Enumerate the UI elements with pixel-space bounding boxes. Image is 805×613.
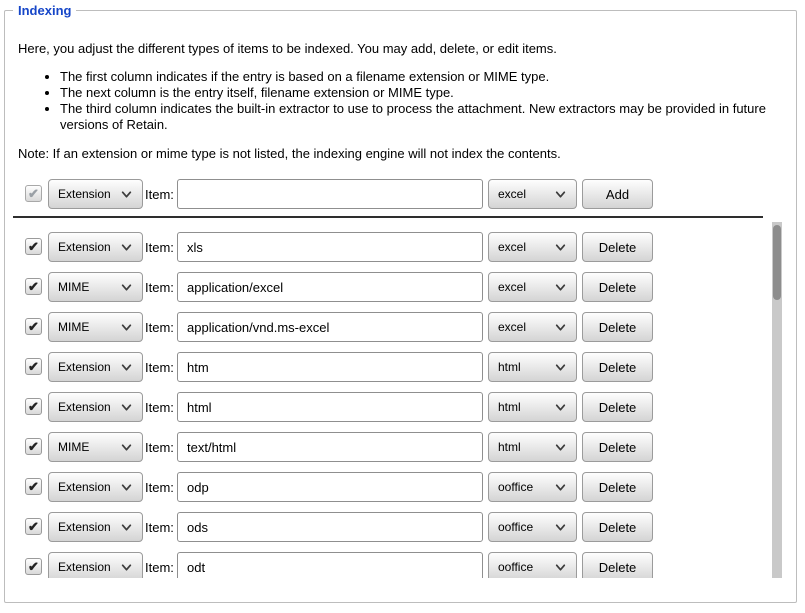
extractor-select[interactable] <box>488 312 577 342</box>
entry-type-value: MIME <box>58 280 90 294</box>
chevron-down-icon <box>554 361 567 374</box>
extractor-select[interactable] <box>488 179 577 209</box>
enabled-checkbox[interactable] <box>25 478 42 495</box>
enabled-checkbox[interactable] <box>25 358 42 375</box>
chevron-down-icon <box>554 188 567 201</box>
entry-type-select[interactable] <box>48 512 143 542</box>
checkmark-icon: ✔ <box>28 479 39 494</box>
item-label: Item: <box>145 319 174 335</box>
checkmark-icon: ✔ <box>28 559 39 574</box>
entry-type-value: Extension <box>58 240 111 254</box>
extractor-value: html <box>498 440 521 454</box>
chevron-down-icon <box>554 481 567 494</box>
delete-button[interactable]: Delete <box>582 472 653 502</box>
enabled-checkbox[interactable] <box>25 318 42 335</box>
entry-type-value: MIME <box>58 440 90 454</box>
entry-type-select[interactable] <box>48 352 143 382</box>
enabled-checkbox[interactable] <box>25 398 42 415</box>
chevron-down-icon <box>120 521 133 534</box>
enabled-checkbox[interactable] <box>25 438 42 455</box>
entry-type-select[interactable] <box>48 392 143 422</box>
entry-type-value: Extension <box>58 560 111 574</box>
index-entry-row <box>5 432 796 462</box>
extractor-select[interactable] <box>488 512 577 542</box>
index-entry-row <box>5 552 796 578</box>
item-input[interactable] <box>177 272 483 302</box>
item-input[interactable] <box>177 472 483 502</box>
enabled-checkbox[interactable] <box>25 518 42 535</box>
item-input[interactable] <box>177 392 483 422</box>
chevron-down-icon <box>120 321 133 334</box>
delete-button[interactable]: Delete <box>582 272 653 302</box>
delete-button[interactable]: Delete <box>582 232 653 262</box>
item-label: Item: <box>145 559 174 575</box>
scrollbar-thumb[interactable] <box>773 225 781 300</box>
index-entry-row <box>5 472 796 502</box>
extractor-value: excel <box>498 187 527 201</box>
delete-button[interactable]: Delete <box>582 392 653 422</box>
extractor-select[interactable] <box>488 472 577 502</box>
entry-type-select[interactable] <box>48 312 143 342</box>
checkmark-icon: ✔ <box>28 439 39 454</box>
chevron-down-icon <box>554 241 567 254</box>
chevron-down-icon <box>120 401 133 414</box>
entry-type-select[interactable] <box>48 472 143 502</box>
checkmark-icon: ✔ <box>28 359 39 374</box>
index-entry-row <box>5 392 796 422</box>
extractor-select[interactable] <box>488 352 577 382</box>
delete-button[interactable]: Delete <box>582 352 653 382</box>
extractor-value: excel <box>498 320 527 334</box>
scrollbar-track[interactable] <box>772 222 782 578</box>
chevron-down-icon <box>554 441 567 454</box>
instruction-item: • The first column indicates if the entry is based on a filename extension or MIME type. <box>60 69 786 85</box>
extractor-select[interactable] <box>488 552 577 578</box>
chevron-down-icon <box>554 321 567 334</box>
entry-type-select[interactable] <box>48 272 143 302</box>
entry-type-select[interactable] <box>48 552 143 578</box>
instruction-item: • The next column is the entry itself, filename extension or MIME type. <box>60 85 786 101</box>
entry-type-value: Extension <box>58 480 111 494</box>
item-label: Item: <box>145 239 174 255</box>
entry-type-select[interactable] <box>48 179 143 209</box>
item-input[interactable] <box>177 352 483 382</box>
extractor-value: ooffice <box>498 480 534 494</box>
extractor-select[interactable] <box>488 432 577 462</box>
extractor-value: html <box>498 360 521 374</box>
checkmark-icon: ✔ <box>28 519 39 534</box>
chevron-down-icon <box>120 561 133 574</box>
item-label: Item: <box>145 186 174 202</box>
entries-scroll-area <box>5 222 796 578</box>
checkmark-icon: ✔ <box>28 319 39 334</box>
item-label: Item: <box>145 279 174 295</box>
entry-type-value: Extension <box>58 360 111 374</box>
add-button[interactable]: Add <box>582 179 653 209</box>
enabled-checkbox[interactable] <box>25 558 42 575</box>
chevron-down-icon <box>120 441 133 454</box>
item-label: Item: <box>145 479 174 495</box>
delete-button[interactable]: Delete <box>582 312 653 342</box>
extractor-select[interactable] <box>488 392 577 422</box>
chevron-down-icon <box>554 281 567 294</box>
extractor-value: excel <box>498 280 527 294</box>
item-label: Item: <box>145 439 174 455</box>
entry-type-select[interactable] <box>48 232 143 262</box>
delete-button[interactable]: Delete <box>582 432 653 462</box>
extractor-select[interactable] <box>488 232 577 262</box>
chevron-down-icon <box>554 561 567 574</box>
extractor-select[interactable] <box>488 272 577 302</box>
enabled-checkbox[interactable] <box>25 278 42 295</box>
note-text: Note: If an extension or mime type is not listed, the indexing engine will not index the contents. <box>18 146 561 161</box>
enabled-checkbox[interactable] <box>25 238 42 255</box>
item-input[interactable] <box>177 232 483 262</box>
extractor-value: html <box>498 400 521 414</box>
intro-text: Here, you adjust the different types of items to be indexed. You may add, delete, or edit items. <box>18 41 557 56</box>
checkmark-icon: ✔ <box>28 279 39 294</box>
chevron-down-icon <box>120 281 133 294</box>
extractor-value: ooffice <box>498 520 534 534</box>
index-entry-row <box>5 312 796 342</box>
item-label: Item: <box>145 359 174 375</box>
chevron-down-icon <box>554 521 567 534</box>
instruction-item: • The third column indicates the built-in extractor to use to process the attachment. New extractors may be provided in future versions of Retain. <box>60 101 786 133</box>
extractor-value: excel <box>498 240 527 254</box>
section-title: Indexing <box>13 3 76 18</box>
chevron-down-icon <box>120 481 133 494</box>
entry-type-value: MIME <box>58 320 90 334</box>
item-input[interactable] <box>177 552 483 578</box>
entry-type-value: Extension <box>58 187 111 201</box>
entry-type-select[interactable] <box>48 432 143 462</box>
checkmark-icon: ✔ <box>28 186 39 201</box>
item-input[interactable] <box>177 312 483 342</box>
delete-button[interactable]: Delete <box>582 552 653 578</box>
chevron-down-icon <box>120 241 133 254</box>
checkmark-icon: ✔ <box>28 239 39 254</box>
delete-button[interactable]: Delete <box>582 512 653 542</box>
add-entry-row <box>5 179 796 209</box>
item-label: Item: <box>145 399 174 415</box>
enabled-checkbox <box>25 185 42 202</box>
entry-type-value: Extension <box>58 520 111 534</box>
chevron-down-icon <box>120 188 133 201</box>
item-label: Item: <box>145 519 174 535</box>
item-input[interactable] <box>177 432 483 462</box>
index-entry-row <box>5 272 796 302</box>
checkmark-icon: ✔ <box>28 399 39 414</box>
index-entry-row <box>5 232 796 262</box>
new-item-input[interactable] <box>177 179 483 209</box>
instruction-list <box>60 69 786 133</box>
item-input[interactable] <box>177 512 483 542</box>
chevron-down-icon <box>120 361 133 374</box>
entry-type-value: Extension <box>58 400 111 414</box>
extractor-value: ooffice <box>498 560 534 574</box>
divider-line <box>13 216 763 218</box>
index-entry-row <box>5 352 796 382</box>
chevron-down-icon <box>554 401 567 414</box>
index-entry-row <box>5 512 796 542</box>
